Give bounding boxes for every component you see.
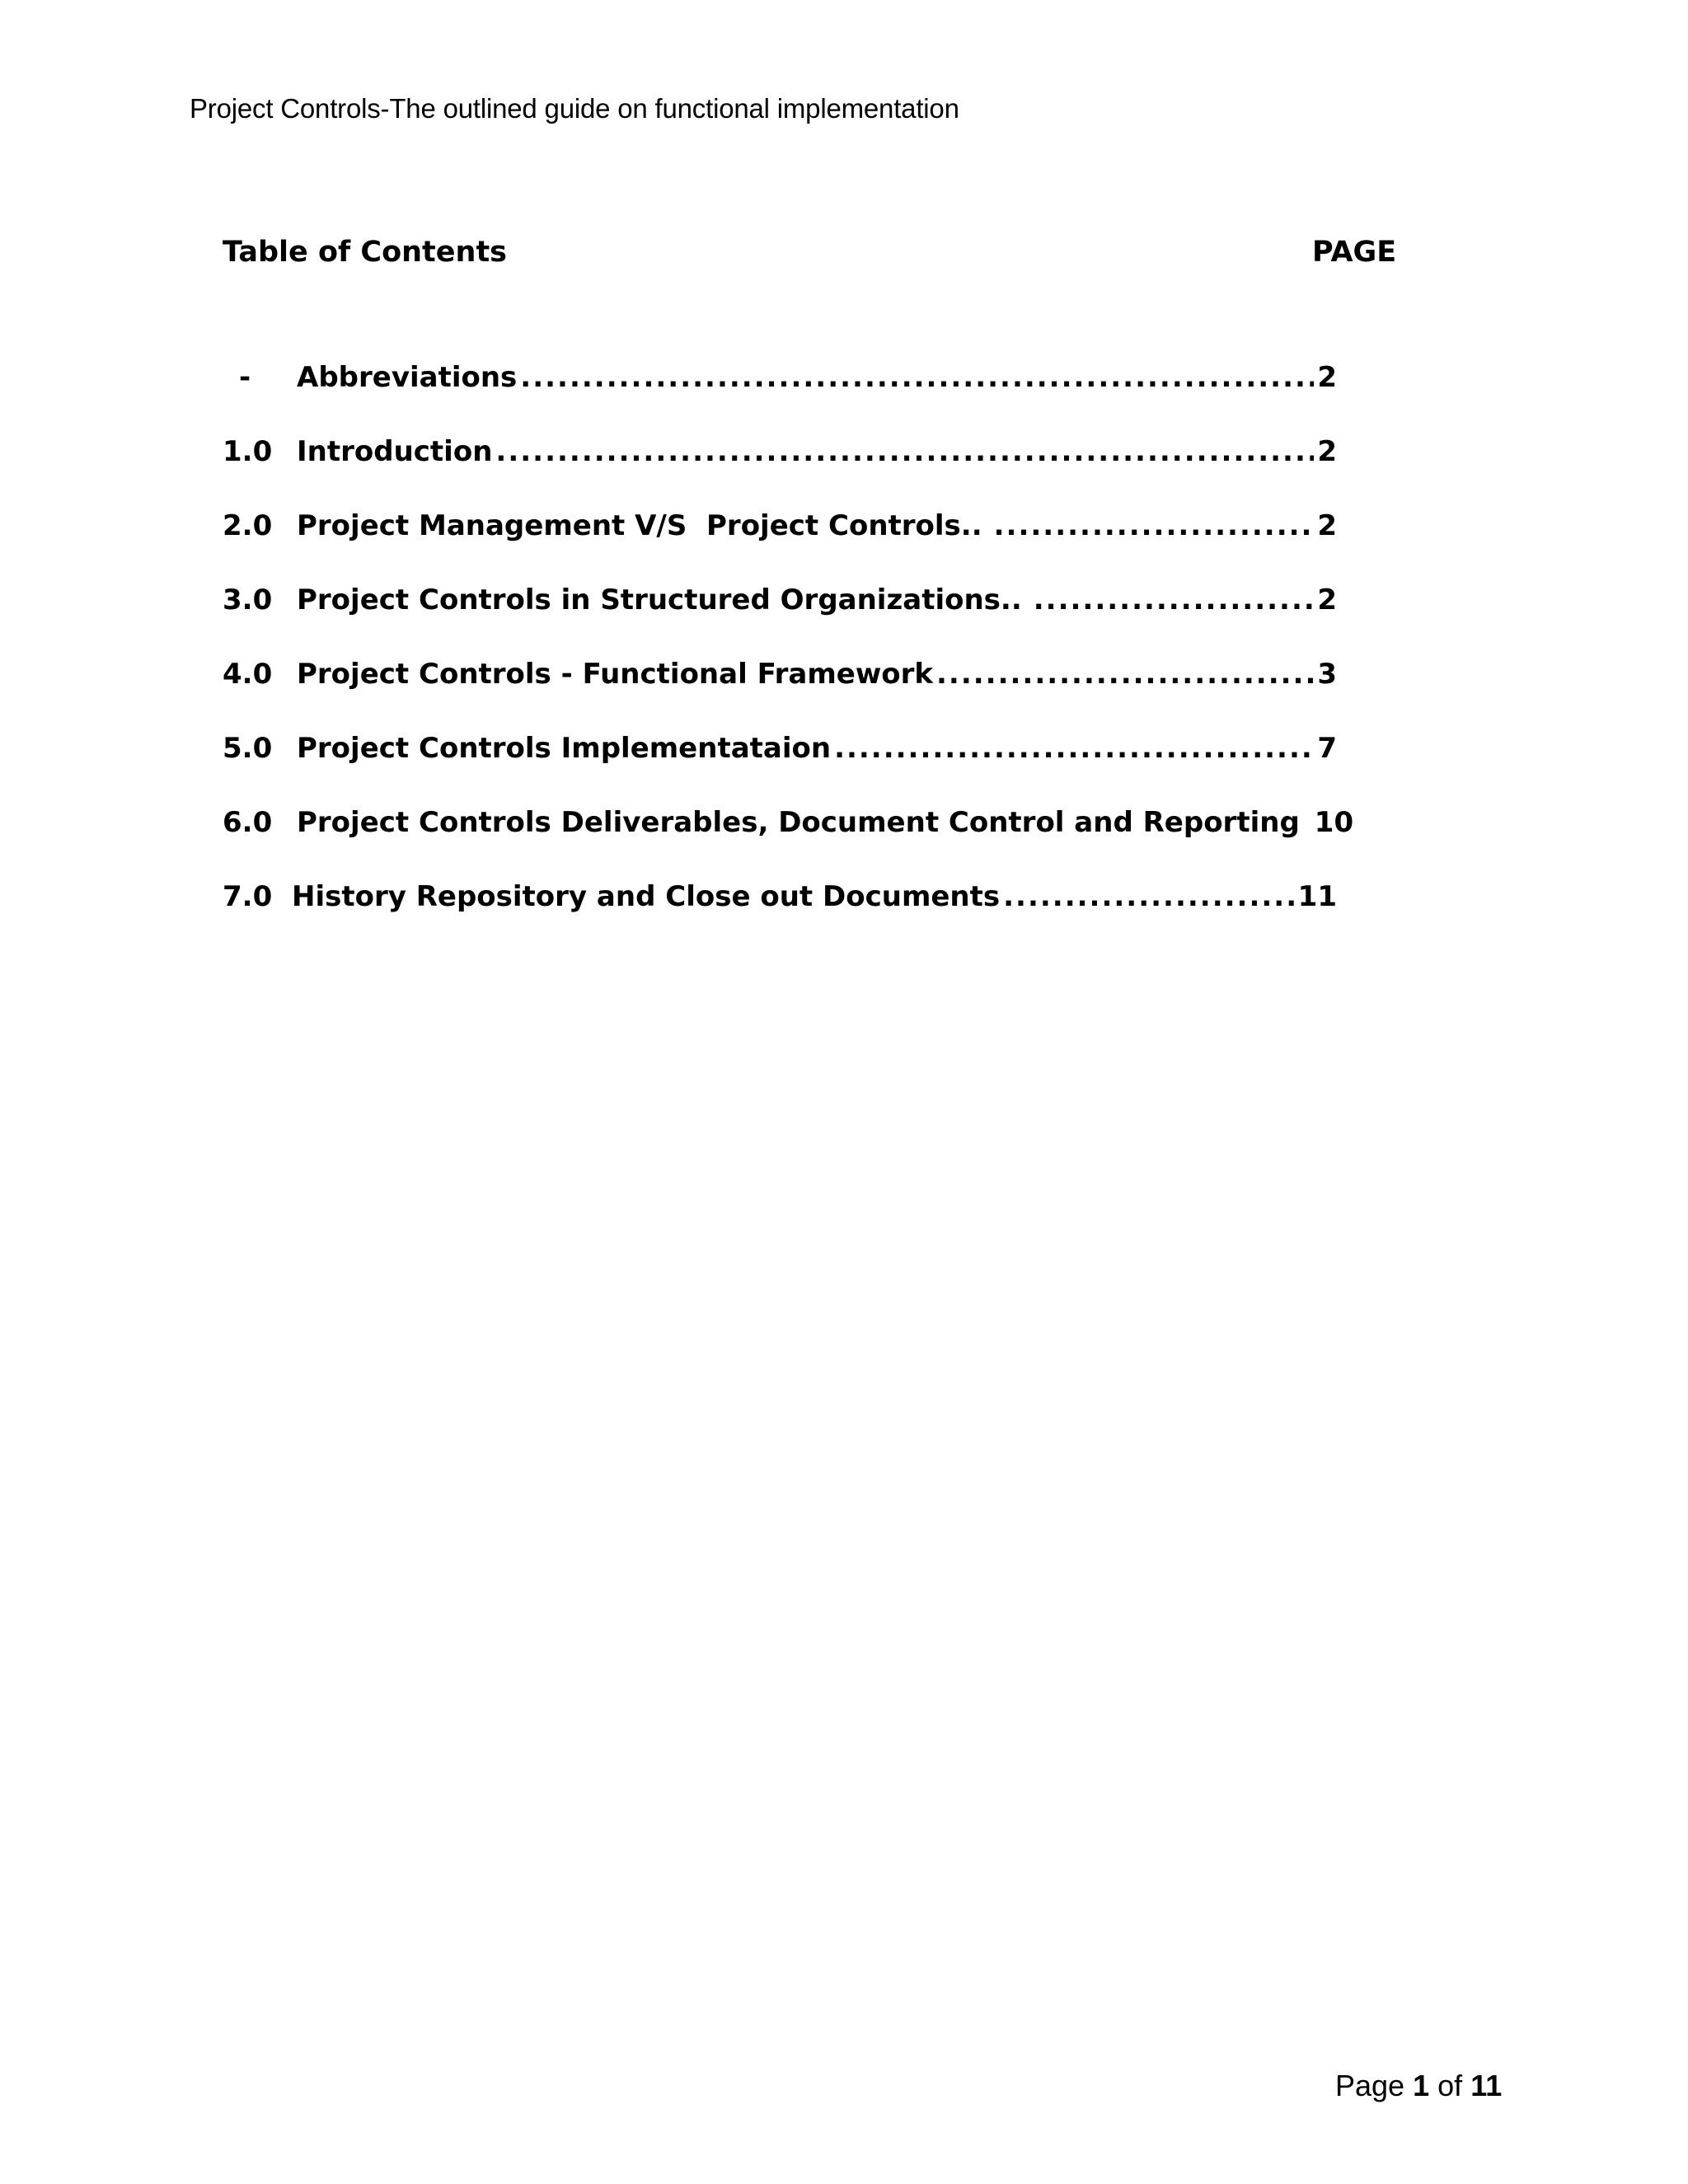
toc-entry-page: 2	[1317, 361, 1337, 394]
toc-entry[interactable]	[223, 806, 1354, 880]
toc-entry-number: 4.0	[223, 658, 273, 691]
toc-entry-title: Abbreviations	[297, 361, 518, 394]
toc-entry[interactable]	[223, 509, 1337, 583]
toc-entry-title: Project Controls in Structured Organizations..	[297, 583, 1022, 616]
toc-entry-number: 3.0	[223, 583, 273, 616]
toc-entry-number: 7.0	[223, 880, 273, 913]
toc-entry[interactable]	[223, 435, 1337, 509]
footer-page-number	[1335, 2069, 1502, 2103]
toc-dot-leader	[834, 732, 1314, 765]
toc-entry-title: Project Controls Deliverables, Document Control and Reporting	[297, 806, 1300, 839]
toc-entry-number: 6.0	[223, 806, 273, 839]
toc-entry-page: 10	[1314, 806, 1354, 839]
toc-entry-number: -	[239, 361, 251, 394]
toc-entry[interactable]	[223, 880, 1337, 954]
toc-entry-page: 2	[1317, 435, 1337, 468]
toc-dot-leader	[520, 361, 1314, 394]
toc-entry-title: Introduction	[297, 435, 493, 468]
toc-entry[interactable]	[223, 583, 1337, 658]
footer-page-prefix: Page	[1335, 2069, 1405, 2102]
toc-entry-number: 5.0	[223, 732, 273, 765]
toc-entry[interactable]	[223, 658, 1337, 732]
toc-entry-page: 7	[1317, 732, 1337, 765]
toc-entry-page: 3	[1317, 658, 1337, 691]
toc-entry-page: 2	[1317, 509, 1337, 542]
toc-entry-page: 2	[1317, 583, 1337, 616]
toc-dot-leader	[1034, 583, 1314, 616]
footer-current-page: 1	[1413, 2069, 1430, 2102]
footer-of-label: of	[1437, 2069, 1463, 2102]
toc-entry-title: Project Management V/S Project Controls..	[297, 509, 982, 542]
toc-dot-leader	[495, 435, 1314, 468]
toc-entry-title: History Repository and Close out Documents	[292, 880, 1001, 913]
toc-entry-number: 2.0	[223, 509, 273, 542]
toc-entry[interactable]	[223, 361, 1337, 435]
toc-page-column-label: PAGE	[1312, 236, 1397, 269]
toc-entry-number: 1.0	[223, 435, 273, 468]
toc-entry-title: Project Controls - Functional Framework	[297, 658, 933, 691]
running-header-title: Project Controls-The outlined guide on functional implementation	[190, 93, 959, 124]
footer-total-pages: 11	[1470, 2069, 1503, 2102]
toc-entry-page: 11	[1297, 880, 1337, 913]
toc-entry[interactable]	[223, 732, 1337, 806]
toc-list	[223, 361, 1354, 954]
toc-heading: Table of Contents	[223, 236, 508, 269]
toc-dot-leader	[994, 509, 1314, 542]
toc-dot-leader	[1003, 880, 1295, 913]
toc-dot-leader	[936, 658, 1314, 691]
toc-entry-title: Project Controls Implementataion	[297, 732, 832, 765]
